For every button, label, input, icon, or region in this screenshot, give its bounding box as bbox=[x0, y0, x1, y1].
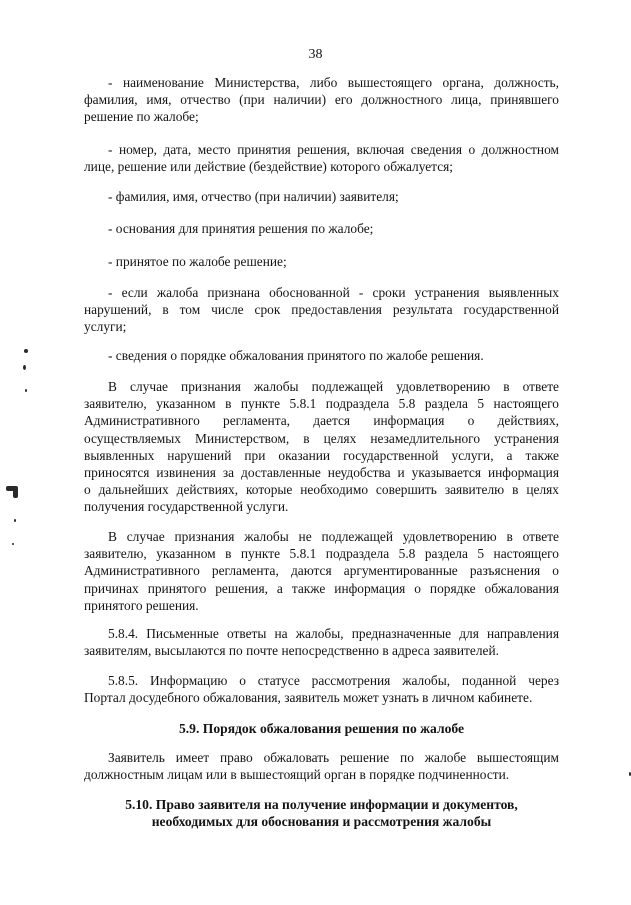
list-item-official: - наименование Министерства, либо вышестоящего органа, должность, фамилия, имя, отчество (при наличии) его должностного лица, принявшего решение по жалобе; bbox=[84, 75, 559, 125]
paragraph-complaint-satisfied: В случае признания жалобы подлежащей удовлетворению в ответе заявителю, указанном в пункте 5.8.1 подраздела 5.8 раздела 5 настоящего Административного регламента, дается информация о действиях, осуществляемых Министерством, в целях незамедлительного устранения выявленных нарушений при оказании государственной услуги, а также приносятся извинения за доставленные неудобства и указывается информация о дальнейших действиях, которые необходимо совершить заявителю в целях получения государственной услуги. bbox=[84, 379, 559, 515]
paragraph-complaint-rejected: В случае признания жалобы не подлежащей удовлетворению в ответе заявителю, указанном в пункте 5.8.1 подраздела 5.8 раздела 5 настоящего Административного регламента, даются аргументированные разъяснения о причинах принятого решения, а также информация о порядке обжалования принятого решения. bbox=[84, 529, 559, 613]
scan-speck bbox=[12, 543, 14, 545]
list-item-grounds: - основания для принятия решения по жалобе; bbox=[108, 221, 374, 236]
paragraph-5-8-4: 5.8.4. Письменные ответы на жалобы, предназначенные для направления заявителям, высылаются по почте непосредственно в адреса заявителей. bbox=[84, 626, 559, 659]
scan-speck bbox=[25, 389, 27, 392]
paragraph-5-8-5: 5.8.5. Информацию о статусе рассмотрения жалобы, поданной через Портал досудебного обжалования, заявитель может узнать в личном кабинете. bbox=[84, 673, 559, 706]
scan-speck bbox=[23, 365, 26, 370]
section-heading-5-9: 5.9. Порядок обжалования решения по жалобе bbox=[178, 721, 465, 736]
scan-speck bbox=[13, 489, 18, 498]
list-item-decision: - принятое по жалобе решение; bbox=[108, 254, 287, 269]
list-item-appeal-procedure: - сведения о порядке обжалования принятого по жалобе решения. bbox=[108, 348, 484, 363]
page-number: 38 bbox=[308, 47, 323, 62]
list-item-applicant-name: - фамилия, имя, отчество (при наличии) заявителя; bbox=[108, 189, 399, 204]
list-item-decision-details: - номер, дата, место принятия решения, включая сведения о должностном лице, решение или действие (бездействие) которого обжалуется; bbox=[84, 142, 559, 175]
list-item-justified: - если жалоба признана обоснованной - сроки устранения выявленных нарушений, в том числе срок предоставления результата государственной услуги; bbox=[84, 285, 559, 335]
scan-speck bbox=[24, 349, 28, 353]
paragraph-5-9-body: Заявитель имеет право обжаловать решение по жалобе вышестоящим должностным лицам или в вышестоящий орган в порядке подчиненности. bbox=[84, 750, 559, 783]
section-heading-5-10: 5.10. Право заявителя на получение информации и документов, необходимых для обоснования и рассмотрения жалобы bbox=[125, 797, 518, 830]
scan-speck bbox=[14, 519, 16, 522]
